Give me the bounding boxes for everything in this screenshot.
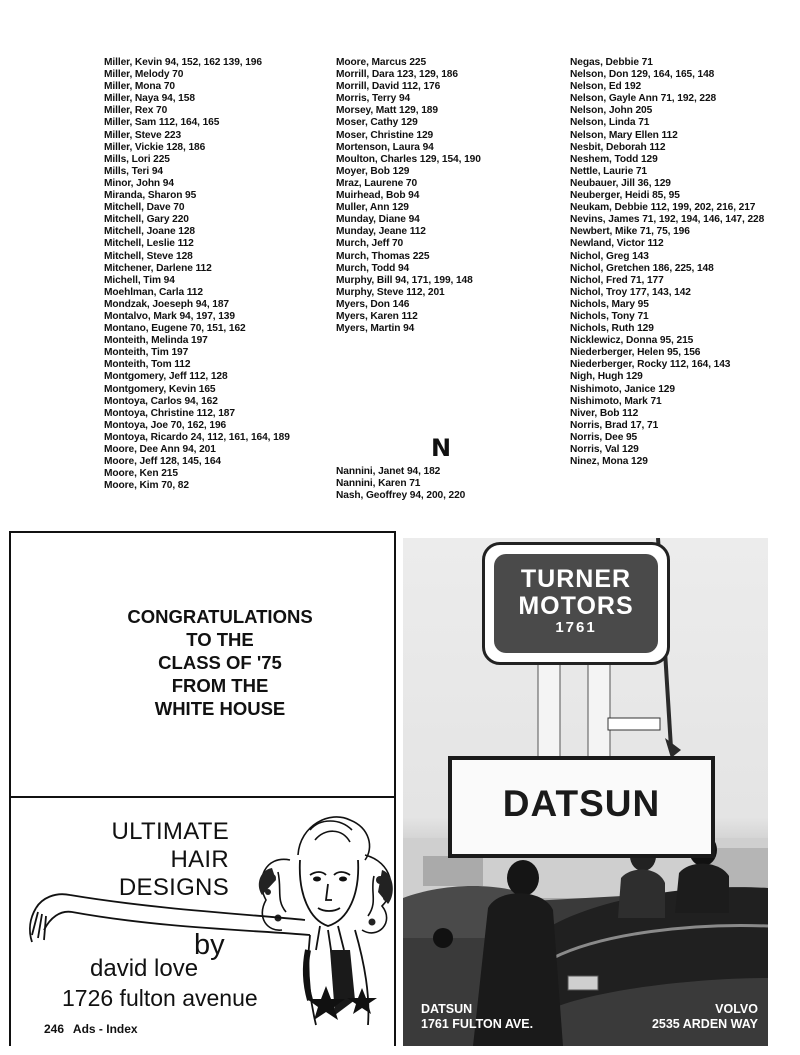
index-entry: Monteith, Tim 197 — [104, 347, 189, 359]
sign-motors-line: MOTORS — [518, 592, 634, 620]
hair-ad-name: david love — [90, 955, 199, 982]
caption-line: 2535 ARDEN WAY — [651, 1017, 758, 1031]
index-entry: Mitchell, Gary 220 — [104, 214, 189, 226]
index-entry: Nishimoto, Janice 129 — [570, 383, 675, 395]
index-entry: Monteith, Tom 112 — [104, 359, 191, 371]
index-entry: Norris, Brad 17, 71 — [570, 419, 659, 431]
hair-title-line: ULTIMATE — [111, 818, 229, 845]
index-entry: Miller, Rex 70 — [104, 105, 168, 117]
index-entry: Nannini, Karen 71 — [336, 478, 421, 490]
hair-ad-title — [111, 818, 229, 902]
index-entry: Monteith, Melinda 197 — [104, 335, 208, 347]
index-column-2-n — [336, 466, 465, 502]
caption-line: VOLVO — [715, 1002, 758, 1016]
index-entry: Miller, Vickie 128, 186 — [104, 141, 206, 153]
index-entry: Nichol, Fred 71, 177 — [570, 274, 664, 286]
index-entry: Mills, Teri 94 — [104, 165, 163, 177]
index-entry: Montano, Eugene 70, 151, 162 — [104, 323, 246, 335]
index-entry: Norris, Dee 95 — [570, 431, 638, 443]
index-entry: Mills, Lori 225 — [104, 153, 170, 165]
index-entry: Moore, Marcus 225 — [336, 57, 427, 68]
index-entry: Morrill, Dara 123, 129, 186 — [336, 69, 458, 81]
index-entry: Moore, Jeff 128, 145, 164 — [104, 456, 221, 468]
congrats-line: CLASS OF '75 — [158, 652, 282, 673]
index-entry: Mraz, Laurene 70 — [336, 177, 418, 189]
hair-title-line: HAIR — [170, 846, 229, 873]
index-entry: Nichols, Ruth 129 — [570, 323, 654, 335]
index-entry: Moser, Cathy 129 — [336, 117, 418, 129]
index-entry: Mitchell, Steve 128 — [104, 250, 193, 262]
index-entry: Myers, Don 146 — [336, 298, 410, 310]
index-entry: Miller, Steve 223 — [104, 129, 182, 141]
index-entry: Neukam, Debbie 112, 199, 202, 216, 217 — [570, 202, 756, 214]
index-entry: Montoya, Joe 70, 162, 196 — [104, 419, 227, 431]
index-entry: Moser, Christine 129 — [336, 129, 434, 141]
index-entry: Murphy, Steve 112, 201 — [336, 286, 445, 298]
index-entry: Moyer, Bob 129 — [336, 165, 410, 177]
index-entry: Muirhead, Bob 94 — [336, 190, 420, 202]
index-column-3 — [570, 57, 766, 468]
index-entry: Nevins, James 71, 192, 194, 146, 147, 228 — [570, 214, 765, 226]
index-entry: Nesbit, Deborah 112 — [570, 141, 666, 153]
index-entry: Newland, Victor 112 — [570, 238, 664, 250]
index-entry: Montgomery, Jeff 112, 128 — [104, 371, 228, 383]
index-entry: Mitchener, Darlene 112 — [104, 262, 212, 274]
caption-line: 1761 FULTON AVE. — [421, 1017, 534, 1031]
index-entry: Moehlman, Carla 112 — [104, 286, 203, 298]
congrats-line: CONGRATULATIONS — [127, 606, 313, 627]
index-entry: Moore, Ken 215 — [104, 468, 178, 480]
index-entry: Negas, Debbie 71 — [570, 57, 653, 68]
photo-caption-volvo — [652, 1002, 758, 1032]
index-entry: Moulton, Charles 129, 154, 190 — [336, 153, 481, 165]
ad-frame-left-line — [9, 531, 11, 796]
index-entry: Nichols, Mary 95 — [570, 298, 649, 310]
index-entry: Montgomery, Kevin 165 — [104, 383, 216, 395]
dealership-photo — [403, 538, 768, 1046]
index-entry: Nigh, Hugh 129 — [570, 371, 643, 383]
congrats-line: WHITE HOUSE — [154, 698, 286, 719]
index-entry: Murch, Thomas 225 — [336, 250, 430, 262]
caption-line: DATSUN — [421, 1002, 473, 1016]
sign-number-line: 1761 — [555, 619, 597, 636]
index-entry: Miller, Naya 94, 158 — [104, 93, 195, 105]
index-entry: Mortenson, Laura 94 — [336, 141, 434, 153]
index-entry: Mitchell, Leslie 112 — [104, 238, 194, 250]
index-column-2 — [336, 57, 560, 335]
page-section: Ads - Index — [72, 1022, 138, 1036]
sign-turner-line: TURNER — [520, 565, 632, 593]
index-entry: Murch, Jeff 70 — [336, 238, 404, 250]
index-entry: Nishimoto, Mark 71 — [570, 395, 662, 407]
datsun-sign-text: DATSUN — [502, 783, 661, 824]
index-entry: Nelson, Ed 192 — [570, 81, 642, 93]
index-entry: Nelson, Linda 71 — [570, 117, 650, 129]
index-entry: Niederberger, Helen 95, 156 — [570, 347, 701, 359]
turner-motors-sign — [482, 542, 670, 665]
congrats-line: FROM THE — [171, 675, 269, 696]
hair-ad-address: 1726 fulton avenue — [62, 985, 258, 1011]
index-entry: Nannini, Janet 94, 182 — [336, 466, 441, 477]
index-entry: Niver, Bob 112 — [570, 407, 639, 419]
index-entry: Myers, Karen 112 — [336, 310, 418, 322]
index-entry: Munday, Jeane 112 — [336, 226, 426, 238]
congrats-line: TO THE — [186, 629, 254, 650]
index-entry: Ninez, Mona 129 — [570, 456, 648, 468]
index-entry: Nichols, Tony 71 — [570, 310, 649, 322]
index-entry: Mitchell, Joane 128 — [104, 226, 195, 238]
page-footer — [44, 1022, 138, 1036]
page-number: 246 — [44, 1022, 65, 1036]
index-entry: Minor, John 94 — [104, 177, 174, 189]
index-entry: Nichol, Greg 143 — [570, 250, 649, 262]
index-entry: Morsey, Matt 129, 189 — [336, 105, 438, 117]
datsun-sign — [448, 756, 715, 858]
congratulations-ad — [80, 605, 360, 720]
hair-title-line: DESIGNS — [118, 874, 229, 901]
ad-frame-top-line — [10, 531, 395, 533]
index-entry: Montoya, Carlos 94, 162 — [104, 395, 218, 407]
ad-frame-middle-line — [10, 796, 395, 798]
index-entry: Muller, Ann 129 — [336, 202, 409, 214]
index-entry: Miller, Sam 112, 164, 165 — [104, 117, 220, 129]
index-entry: Nelson, Mary Ellen 112 — [570, 129, 678, 141]
index-entry: Montoya, Christine 112, 187 — [104, 407, 235, 419]
index-entry: Neshem, Todd 129 — [570, 153, 658, 165]
index-entry: Nelson, Gayle Ann 71, 192, 228 — [570, 93, 717, 105]
index-entry: Murch, Todd 94 — [336, 262, 410, 274]
index-entry: Nettle, Laurie 71 — [570, 165, 647, 177]
index-entry: Montoya, Ricardo 24, 112, 161, 164, 189 — [104, 431, 290, 443]
photo-caption-datsun — [421, 1002, 533, 1032]
index-entry: Munday, Diane 94 — [336, 214, 420, 226]
index-entry: Neubauer, Jill 36, 129 — [570, 177, 671, 189]
hair-ad-by: by — [194, 929, 225, 961]
index-entry: Neuberger, Heidi 85, 95 — [570, 190, 680, 202]
index-entry: Miranda, Sharon 95 — [104, 190, 197, 202]
index-entry: Miller, Melody 70 — [104, 69, 184, 81]
index-entry: Nichol, Gretchen 186, 225, 148 — [570, 262, 714, 274]
index-entry: Nash, Geoffrey 94, 200, 220 — [336, 490, 466, 502]
index-entry: Mitchell, Dave 70 — [104, 202, 185, 214]
section-letter: N — [431, 434, 452, 462]
index-column-1 — [104, 57, 332, 492]
index-entry: Murphy, Bill 94, 171, 199, 148 — [336, 274, 473, 286]
index-entry: Miller, Mona 70 — [104, 81, 175, 93]
hair-designs-ad — [10, 800, 395, 1038]
index-entry: Miller, Kevin 94, 152, 162 139, 196 — [104, 57, 262, 68]
index-entry: Nicklewicz, Donna 95, 215 — [570, 335, 694, 347]
index-entry: Myers, Martin 94 — [336, 323, 415, 335]
index-entry: Nelson, Don 129, 164, 165, 148 — [570, 69, 715, 81]
index-entry: Morrill, David 112, 176 — [336, 81, 441, 93]
index-entry: Moore, Dee Ann 94, 201 — [104, 444, 216, 455]
index-entry: Morris, Terry 94 — [336, 93, 411, 105]
index-entry: Nelson, John 205 — [570, 105, 653, 117]
index-entry: Mondzak, Joeseph 94, 187 — [104, 298, 229, 310]
index-entry: Niederberger, Rocky 112, 164, 143 — [570, 359, 731, 371]
index-entry: Michell, Tim 94 — [104, 274, 175, 286]
index-entry: Moore, Kim 70, 82 — [104, 480, 189, 492]
index-entry: Norris, Val 129 — [570, 444, 639, 455]
index-entry: Nichol, Troy 177, 143, 142 — [570, 286, 691, 298]
index-entry: Montalvo, Mark 94, 197, 139 — [104, 310, 235, 322]
index-entry: Newbert, Mike 71, 75, 196 — [570, 226, 690, 238]
